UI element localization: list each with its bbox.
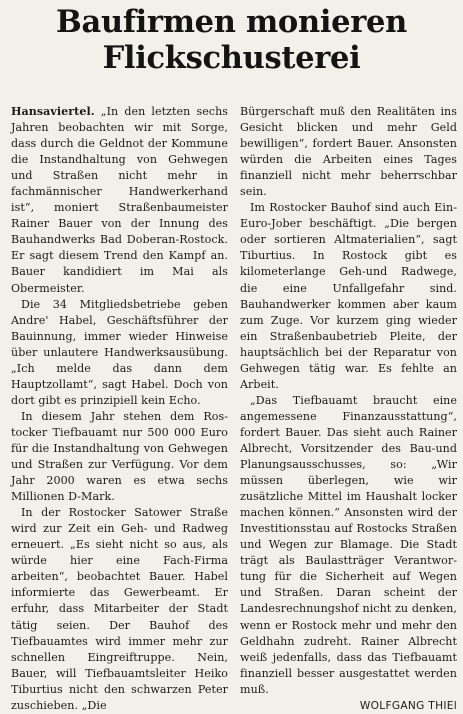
- paragraph-text: „In den letzten sechs Jahren beobachten wir mit Sorge, dass durch die Geldnot der Kommune die Instandhaltung von Gehwegen und Straßen nicht mehr in fachmännischer Handwerkerhand ist“, moniert Straßenbaumeister Rainer Bauer von der Innung des Bauhandwerks Bad Doberan-Rostock. Er sagt diesem Trend den Kampf an. Bauer kandidiert im Mai als Obermeister.: [11, 105, 229, 295]
- author-byline: WOLFGANG THIEl: [359, 699, 457, 712]
- paragraph: In diesem Jahr stehen dem Rostocker Tiefbauamt nur 500 000 Euro für die Instandhaltung von Gehwegen und Straßen zur Verfügung. Vor dem Jahr 2000 waren es etwa sechs Millionen D-Mark.: [11, 409, 228, 504]
- headline: [0, 0, 463, 76]
- paragraph: Im Rostocker Bauhof sind auch Ein-Euro-Jober beschäftigt. „Die bergen oder sortieren Altmaterialien“, sagt Tiburtius. In Rostock gibt es kilometerlange Geh-und Radwege, die eine Unfallgefahr sind. Bauhandwerker kommen aber kaum zum Zuge. Vor kurzem ging wieder ein Straßenbaubetrieb Pleite, der hauptsächlich bei der Reparatur von Gehwegen tätig war. Es fehlte an Arbeit.: [240, 201, 457, 391]
- article-body: [11, 104, 457, 712]
- column-right: [240, 104, 457, 712]
- dateline: Hansaviertel.: [11, 105, 95, 118]
- paragraph: „Das Tiefbauamt braucht eine angemessene Finanzausstattung“, fordert Bauer. Das sieht auch Rainer Albrecht, Vorsitzender des Bau-und Planungsausschusses, so: „Wir müssen überlegen, wie wir zusätzliche Mittel im Haushalt locker machen können.“ Ansonsten wird der Investitionsstau auf Rostocks Straßen und Wegen zur Blamage. Die Stadt trägt als Baulastträger Verantwortung für die Sicherheit auf Wegen und Straßen. Daran scheint der Landesrechnungshof nicht zu denken, wenn er Rostock mehr und mehr den Geldhahn zudreht. Rainer Albrecht weiß jedenfalls, dass das Tiefbauamt finanziell besser ausgestattet werden muß.: [240, 393, 457, 696]
- paragraph: Die 34 Mitgliedsbetriebe geben Andre' Habel, Geschäftsführer der Bauinnung, immer wieder Hinweise über unlautere Handwerksausübung. „Ich melde das dann dem Hauptzollamt“, sagt Habel. Doch von dort gibt es prinzipiell kein Echo.: [11, 297, 228, 407]
- paragraph: [11, 104, 228, 297]
- paragraph: In der Rostocker Satower Straße wird zur Zeit ein Geh- und Radweg erneuert. „Es sieht nicht so aus, als würde hier eine Fach-Firma arbeiten“, beobachtet Bauer. Habel informierte das Gewerbeamt. Er erfuhr, dass Mitarbeiter der Stadt tätig seien. Der Bauhof des Tiefbauamtes wird immer mehr zur schnellen Eingreiftruppe. Nein, Bauer, will Tiefbauamtsleiter Heiko Tiburtius nicht den schwarzen Peter zuschieben. „Die: [11, 506, 228, 712]
- headline-line-1: Baufirmen monieren: [56, 4, 407, 40]
- column-left: [11, 104, 229, 712]
- paragraph: Bürgerschaft muß den Realitäten ins Gesicht blicken und mehr Geld bewilligen“, fordert Bauer. Ansonsten würden die Arbeiten eines Tages finanziell nicht mehr beherrschbar sein.: [240, 105, 457, 199]
- headline-line-2: Flickschusterei: [102, 40, 361, 76]
